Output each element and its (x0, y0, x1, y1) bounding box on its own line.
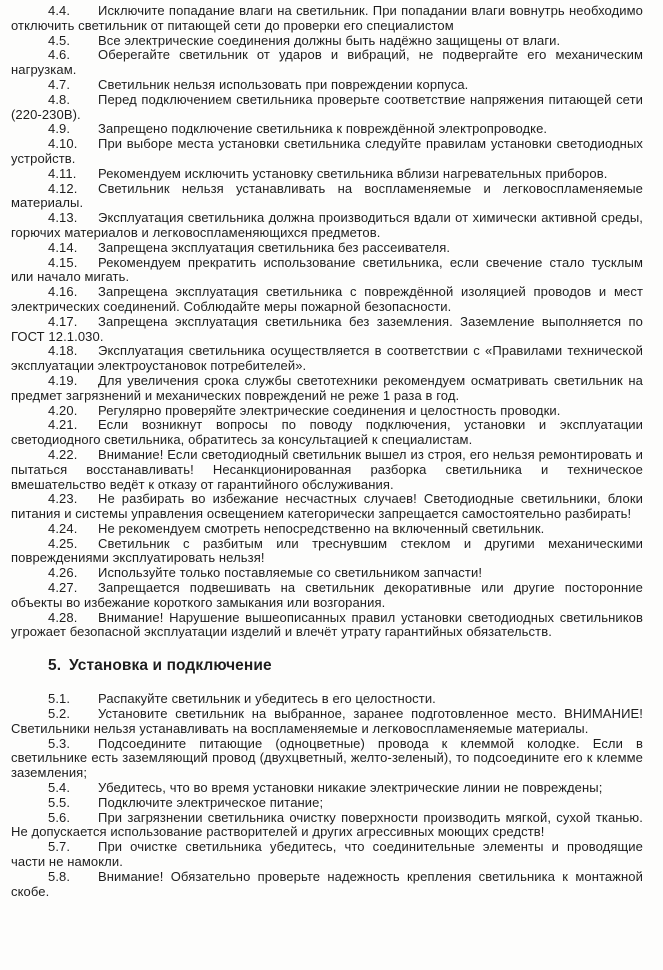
item-number: 4.25. (48, 535, 78, 551)
item-number: 4.17. (48, 313, 78, 329)
manual-item-4-5 (11, 34, 643, 49)
item-number: 4.7. (48, 76, 71, 92)
item-number: 4.9. (48, 121, 71, 137)
item-text: При загрязнении светильника очистку поверхности производить мягкой, сухой тканью. Не допускается использование растворителей и других агрессивных моющих средств! (11, 809, 643, 840)
item-number: 4.15. (48, 254, 78, 270)
manual-item-4-24 (11, 522, 643, 537)
item-text: Для увеличения срока службы светотехники рекомендуем осматривать светильник на предмет загрязнений и механических повреждений не реже 1 раза в год. (11, 372, 643, 403)
item-number: 4.10. (48, 136, 78, 152)
item-number: 4.23. (48, 491, 78, 507)
item-text: Подсоедините питающие (одноцветные) провода к клеммой колодке. Если в светильнике есть заземляющий провод (двухцветный, желто-зеленый), то подсоедините его к клемме заземления; (11, 735, 643, 781)
section-5-heading (11, 655, 643, 677)
item-number: 4.8. (48, 91, 71, 107)
manual-item-4-22 (11, 448, 643, 492)
item-number: 5.2. (48, 706, 71, 722)
manual-item-4-28 (11, 611, 643, 641)
manual-item-4-25 (11, 537, 643, 567)
item-number: 4.19. (48, 372, 78, 388)
item-text: Установите светильник на выбранное, заранее подготовленное место. ВНИМАНИЕ! Светильники нельзя устанавливать на воспламеняемые и легковоспламеняемые материалы. (11, 706, 643, 736)
item-number: 4.14. (48, 239, 78, 255)
item-text: Запрещена эксплуатация светильника с повреждённой изоляцией проводов и мест электрических соединений. Соблюдайте меры пожарной безопасности. (11, 284, 643, 314)
item-number: 4.22. (48, 446, 78, 462)
item-number: 5.4. (48, 780, 71, 796)
item-number: 5.7. (48, 839, 71, 855)
manual-item-5-7 (11, 840, 643, 870)
item-text: Рекомендуем исключить установку светильника вблизи нагревательных приборов. (98, 165, 608, 181)
item-text: Если возникнут вопросы по поводу подключения, установки и эксплуатации светодиодного светильника, обратитесь за консультацией к специалистам. (11, 417, 643, 448)
item-text: Внимание! Обязательно проверьте надежность крепления светильника к монтажной скобе. (11, 868, 643, 899)
manual-item-5-1 (11, 692, 643, 707)
item-text: Используйте только поставляемые со светильником запчасти! (98, 565, 483, 581)
item-text: Запрещена эксплуатация светильника без заземления. Заземление выполняется по ГОСТ 12.1.030. (11, 313, 643, 344)
manual-item-4-8 (11, 93, 643, 123)
item-number: 4.28. (48, 609, 78, 625)
item-text: Эксплуатация светильника осуществляется в соответствии с «Правилами технической эксплуатации электроустановок потребителей». (11, 343, 643, 374)
manual-item-4-20 (11, 404, 643, 419)
manual-item-4-23 (11, 492, 643, 522)
manual-item-4-10 (11, 137, 643, 167)
section-4-safety-rules (11, 4, 643, 640)
section-title: Установка и подключение (69, 657, 272, 675)
item-number: 5.1. (48, 691, 71, 707)
manual-item-4-6 (11, 48, 643, 78)
manual-item-5-5 (11, 796, 643, 811)
item-number: 4.21. (48, 417, 78, 433)
item-text: Не рекомендуем смотреть непосредственно на включенный светильник. (98, 520, 545, 536)
item-text: Эксплуатация светильника должна производиться вдали от химически активной среды, горючих материалов и легковоспламеняющихся предметов. (11, 210, 643, 240)
manual-item-5-3 (11, 737, 643, 781)
manual-item-4-16 (11, 285, 643, 315)
item-text: Все электрические соединения должны быть надёжно защищены от влаги. (98, 32, 561, 48)
manual-item-5-4 (11, 781, 643, 796)
manual-item-4-11 (11, 167, 643, 182)
item-text: Внимание! Если светодиодный светильник вышел из строя, его нельзя ремонтировать и пытаться восстанавливать! Несанкционированная разборка светильника и техническое вмешательство ведёт к отказу от гарантийного обслуживания. (11, 446, 643, 492)
item-number: 4.12. (48, 180, 78, 196)
item-number: 4.18. (48, 343, 78, 359)
manual-item-4-18 (11, 344, 643, 374)
manual-item-4-17 (11, 315, 643, 345)
item-text: Запрещено подключение светильника к повреждённой электропроводке. (98, 121, 548, 137)
item-number: 4.27. (48, 580, 78, 596)
section-5-installation (11, 692, 643, 899)
item-text: Оберегайте светильник от ударов и вибраций, не подвергайте его механическим нагрузкам. (11, 47, 643, 78)
item-number: 4.24. (48, 520, 78, 536)
manual-item-4-12 (11, 182, 643, 212)
manual-item-5-2 (11, 707, 643, 737)
manual-item-4-26 (11, 566, 643, 581)
manual-item-4-21 (11, 418, 643, 448)
item-number: 4.11. (48, 165, 77, 181)
item-text: При выборе места установки светильника следуйте правилам установки светодиодных устройств. (11, 136, 643, 166)
item-number: 4.13. (48, 210, 78, 226)
item-text: Не разбирать во избежание несчастных случаев! Светодиодные светильники, блоки питания и системы управления освещением категорически запрещается самостоятельно разбирать! (11, 491, 643, 522)
item-text: Рекомендуем прекратить использование светильника, если свечение стало тусклым или начало мигать. (11, 254, 643, 285)
item-text: Светильник нельзя устанавливать на воспламеняемые и легковоспламеняемые материалы. (11, 180, 643, 211)
item-text: Светильник нельзя использовать при повреждении корпуса. (98, 76, 469, 92)
item-text: При очистке светильника убедитесь, что соединительные элементы и проводящие части не намокли. (11, 839, 643, 870)
item-number: 5.8. (48, 868, 71, 884)
item-text: Распакуйте светильник и убедитесь в его целостности. (98, 691, 436, 707)
manual-item-4-4 (11, 4, 643, 34)
item-number: 5.6. (48, 809, 71, 825)
manual-item-4-14 (11, 241, 643, 256)
manual-item-4-19 (11, 374, 643, 404)
item-text: Убедитесь, что во время установки никакие электрические линии не повреждены; (98, 780, 603, 796)
item-number: 5.5. (48, 794, 71, 810)
manual-item-4-15 (11, 256, 643, 286)
item-number: 4.5. (48, 32, 71, 48)
item-number: 5.3. (48, 735, 71, 751)
manual-item-4-13 (11, 211, 643, 241)
item-text: Внимание! Нарушение вышеописанных правил установки светодиодных светильников угрожает безопасной эксплуатации изделий и влечёт утрату гарантийных обязательств. (11, 609, 643, 640)
item-text: Перед подключением светильника проверьте соответствие напряжения питающей сети (220-230В). (11, 91, 643, 122)
manual-item-5-6 (11, 811, 643, 841)
item-text: Светильник с разбитым или треснувшим стеклом и другими механическими повреждениями эксплуатировать нельзя! (11, 535, 643, 566)
manual-item-5-8 (11, 870, 643, 900)
item-number: 4.16. (48, 284, 78, 300)
item-text: Запрещена эксплуатация светильника без рассеивателя. (98, 239, 451, 255)
manual-item-4-9 (11, 122, 643, 137)
manual-item-4-27 (11, 581, 643, 611)
item-number: 4.6. (48, 47, 71, 63)
item-text: Запрещается подвешивать на светильник декоративные или другие посторонние объекты во избежание короткого замыкания или возгорания. (11, 580, 643, 610)
item-number: 4.26. (48, 565, 78, 581)
item-number: 4.20. (48, 402, 78, 418)
item-number: 4.4. (48, 3, 71, 18)
manual-item-4-7 (11, 78, 643, 93)
item-text: Исключите попадание влаги на светильник. При попадании влаги вовнутрь необходимо отключить светильник от питающей сети до проверки его специалистом (11, 3, 643, 33)
item-text: Подключите электрическое питание; (98, 794, 324, 810)
item-text: Регулярно проверяйте электрические соединения и целостность проводки. (98, 402, 561, 418)
section-number: 5. (48, 657, 62, 675)
